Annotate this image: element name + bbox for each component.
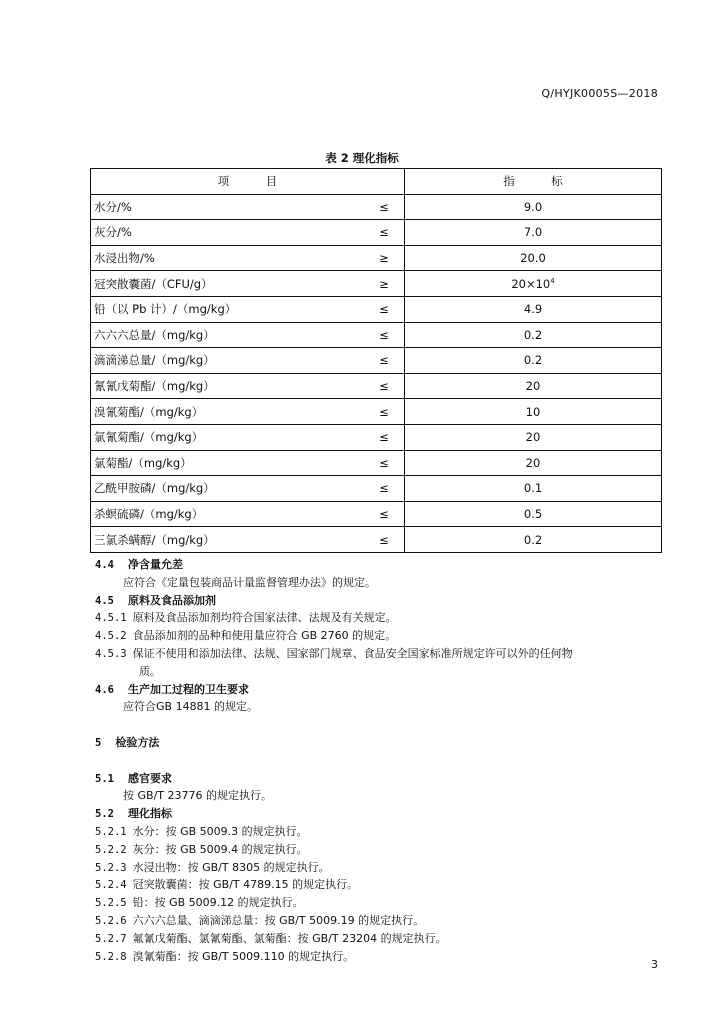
section-number: 5 [95,736,102,749]
section-text: 溴氰菊酯：按 GB/T 5009.110 的规定执行。 [132,949,355,963]
row-operator: ≤ [364,501,405,527]
row-item: 氯菊酯/（mg/kg） [91,450,365,476]
section-number: 4.4 [95,559,114,571]
row-value [405,527,662,553]
section-heading [95,556,670,574]
section-line [95,787,670,805]
section-text: 氟氰戊菊酯、氯氰菊酯、氯菊酯：按 GB/T 23204 的规定执行。 [132,931,447,945]
row-operator: ≤ [364,296,405,322]
section-text: 应符合《定量包装商品计量监督管理办法》的规定。 [123,575,376,589]
row-operator: ≥ [364,271,405,297]
row-item: 溴氰菊酯/（mg/kg） [91,399,365,425]
section-line [95,841,670,859]
row-item: 冠突散囊菌/（CFU/g） [91,271,365,297]
table-row [91,271,662,297]
section-number: 4.5.3 [95,647,127,660]
row-operator: ≤ [364,527,405,553]
section-text: 食品添加剂的品种和使用量应符合 GB 2760 的规定。 [132,629,397,643]
row-value [405,373,662,399]
section-heading [95,681,670,699]
section-line [95,752,670,770]
row-item: 铅（以 Pb 计）/（mg/kg） [91,296,365,322]
section-text: 原料及食品添加剂均符合国家法律、法规及有关规定。 [132,611,397,625]
section-line [95,574,670,592]
section-text: 六六六总量、滴滴涕总量：按 GB/T 5009.19 的规定执行。 [132,913,425,927]
row-value [405,501,662,527]
row-operator: ≤ [364,424,405,450]
section-number: 5.1 [95,772,114,785]
section-number: 5.2 [95,808,114,821]
row-item: 水分/% [91,194,365,220]
table-row [91,373,662,399]
row-value [405,450,662,476]
row-value-text: 7.0 [523,225,543,240]
table-row [91,424,662,450]
row-item: 滴滴涕总量/（mg/kg） [91,348,365,374]
row-value-text: 0.2 [523,327,543,342]
header-value: 指 标 [405,169,662,195]
row-item: 氯氰菊酯/（mg/kg） [91,424,365,450]
section-number: 5.2.7 [95,932,127,945]
section-line [95,912,670,930]
page-number: 3 [651,958,658,971]
table-title: 表 2 理化指标 [325,151,399,165]
row-value-text: 10 [525,404,541,419]
row-item: 灰分/% [91,220,365,246]
section-number: 5.2.1 [95,825,127,838]
section-line [95,627,670,645]
section-text: 理化指标 [127,807,172,821]
section-number: 5.2.4 [95,879,127,892]
row-value-text: 0.2 [523,353,543,368]
row-value [405,220,662,246]
row-value [405,399,662,425]
row-value [405,476,662,502]
table-body [91,194,662,552]
row-operator: ≤ [364,322,405,348]
section-number: 5.2.5 [95,897,127,910]
table-row [91,476,662,502]
section-line [95,823,670,841]
section-number: 4.5 [95,594,114,607]
section-heading [95,592,670,610]
table-row [91,399,662,425]
section-line [95,930,670,948]
row-operator: ≥ [364,245,405,271]
row-value-text: 20 [525,379,541,394]
section-text: 原料及食品添加剂 [127,593,216,607]
row-value-text: 20 [525,430,541,445]
section-number: 5.2.2 [95,843,127,856]
row-operator: ≤ [364,373,405,399]
row-item: 水浸出物/% [91,245,365,271]
section-text: 感官要求 [127,771,172,785]
section-number: 4.5.1 [95,612,127,625]
table-row [91,527,662,553]
row-value-text: 0.1 [523,481,543,496]
row-item: 氰氰戊菊酯/（mg/kg） [91,373,365,399]
section-line [95,698,670,716]
spec-table [90,168,662,553]
section-text: 净含量允差 [127,558,183,571]
row-item: 杀螟硫磷/（mg/kg） [91,501,365,527]
row-operator: ≤ [364,450,405,476]
row-value [405,424,662,450]
table-row [91,296,662,322]
table-row [91,194,662,220]
body-text [95,556,670,965]
table-row [91,450,662,476]
table-row [91,322,662,348]
row-value-text: 9.0 [523,199,543,214]
row-value-text: 0.5 [523,507,543,522]
row-value [405,194,662,220]
section-text: 按 GB/T 23776 的规定执行。 [123,789,272,803]
row-value [405,271,662,297]
table-row [91,501,662,527]
section-text: 检验方法 [115,735,160,749]
row-value-text: 0.2 [523,532,543,547]
section-text: 应符合GB 14881 的规定。 [123,700,259,714]
row-value [405,245,662,271]
section-text: 质。 [139,664,161,678]
section-number: 5.2.6 [95,914,127,927]
section-line [95,663,670,681]
section-text: 水分：按 GB 5009.3 的规定执行。 [132,824,308,838]
section-line [95,645,670,663]
row-value [405,322,662,348]
table-row [91,220,662,246]
section-text: 铅：按 GB 5009.12 的规定执行。 [132,896,304,910]
row-value-exponent: 4 [550,276,555,285]
section-heading [95,805,670,823]
row-value-text: 20.0 [520,251,546,266]
row-operator: ≤ [364,399,405,425]
document-code: Q/HYJK0005S—2018 [541,87,658,100]
row-operator: ≤ [364,194,405,220]
row-value-text: 20×10 [511,276,551,291]
header-item: 项 目 [91,169,405,195]
section-line [95,894,670,912]
section-line [95,609,670,627]
row-operator: ≤ [364,220,405,246]
section-text: 灰分：按 GB 5009.4 的规定执行。 [132,842,308,856]
row-item: 三氯杀螨醇/（mg/kg） [91,527,365,553]
section-text: 冠突散囊菌：按 GB/T 4789.15 的规定执行。 [132,878,359,892]
section-text: 生产加工过程的卫生要求 [127,682,249,696]
table-row [91,348,662,374]
section-number: 4.5.2 [95,630,127,643]
section-heading [95,770,670,788]
row-value-text: 4.9 [523,302,543,317]
row-operator: ≤ [364,476,405,502]
row-value [405,348,662,374]
section-number: 5.2.8 [95,950,127,963]
row-item: 六六六总量/（mg/kg） [91,322,365,348]
table-row [91,245,662,271]
section-number: 5.2.3 [95,861,127,874]
section-line [95,876,670,894]
row-value [405,296,662,322]
row-operator: ≤ [364,348,405,374]
section-line [95,859,670,877]
table-header-row [91,169,662,195]
section-line [95,716,670,734]
section-line [95,948,670,966]
row-value-text: 20 [525,455,541,470]
section-number: 4.6 [95,683,114,696]
section-text: 水浸出物：按 GB/T 8305 的规定执行。 [132,860,330,874]
section-heading [95,734,670,752]
section-text: 保证不使用和添加法律、法规、国家部门规章、食品安全国家标准所规定许可以外的任何物 [132,646,573,660]
row-item: 乙酰甲胺磷/（mg/kg） [91,476,365,502]
